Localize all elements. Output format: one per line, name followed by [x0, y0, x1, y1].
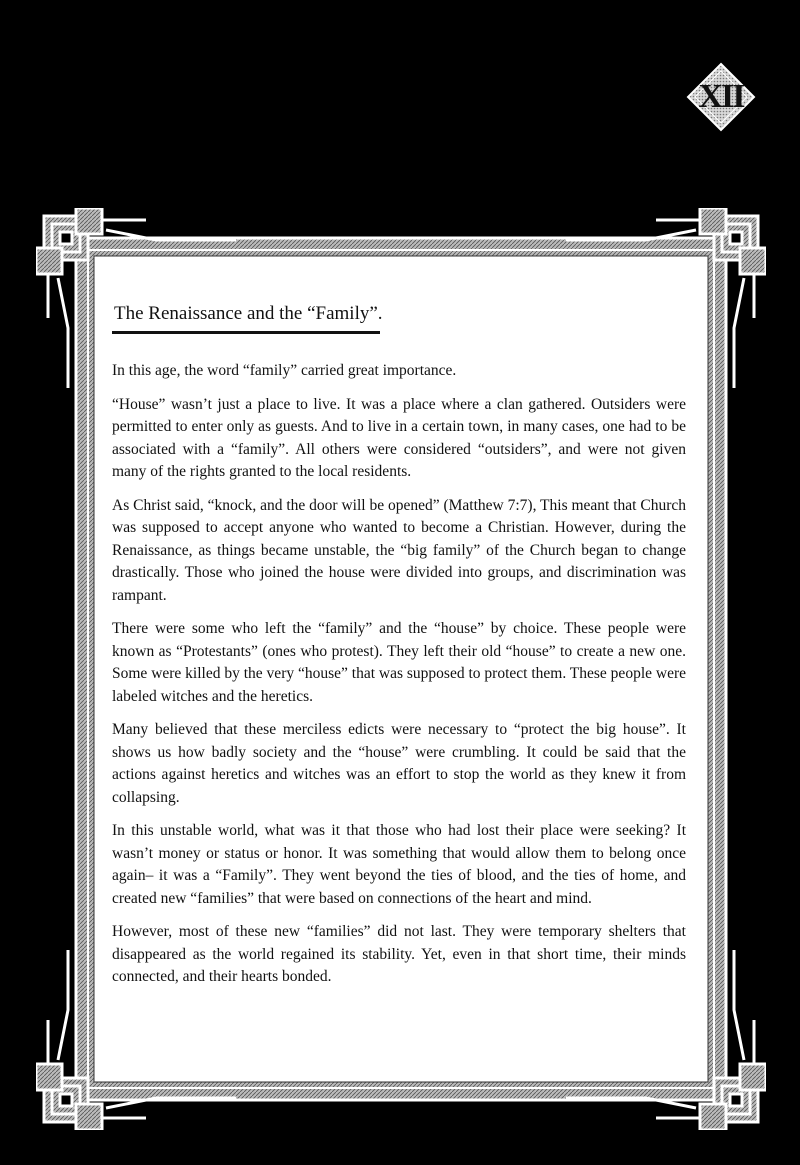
- paragraph: There were some who left the “family” and the “house” by choice. These people were known as “Protestants” (ones who protest). They left their old “house” to create a new one. Some were killed by the very “house” that was supposed to protect them. These people were labeled witches and the heretics.: [112, 620, 686, 705]
- title-underline: [112, 331, 380, 334]
- section-title: The Renaissance and the “Family”.: [114, 303, 383, 324]
- article-body: [112, 360, 686, 1000]
- paragraph: However, most of these new “families” did not last. They were temporary shelters that disappeared as the world regained its stability. Yet, even in that short time, their minds connected, and their hearts bonded.: [112, 923, 686, 985]
- paragraph: In this age, the word “family” carried great importance.: [112, 362, 457, 379]
- chapter-numeral: XII: [698, 78, 744, 115]
- paragraph: “House” wasn’t just a place to live. It was a place where a clan gathered. Outsiders were permitted to enter only as guests. And to live in a certain town, in many cases, one had to be associated with a “family”. All others were considered “outsiders”, and were not given many of the rights granted to the local residents.: [112, 395, 686, 480]
- paragraph: As Christ said, “knock, and the door will be opened” (Matthew 7:7), This meant that Church was supposed to accept anyone who wanted to become a Christian. However, during the Renaissance, as things became unstable, the “big family” of the Church began to change drastically. Those who joined the house were divided into groups, and discrimination was rampant.: [112, 496, 686, 604]
- paragraph: Many believed that these merciless edicts were necessary to “protect the big house”. It shows us how badly society and the “house” were crumbling. It could be said that the actions against heretics and witches was an effort to stop the world as they knew it from collapsing.: [112, 721, 686, 806]
- chapter-badge: [686, 62, 756, 132]
- paragraph: In this unstable world, what was it that those who had lost their place were seeking? It wasn’t money or status or honor. It was something that would allow them to belong once again– it was a “Family”. They went beyond the ties of blood, and the ties of home, and created new “families” that were based on connections of the heart and mind.: [112, 822, 686, 907]
